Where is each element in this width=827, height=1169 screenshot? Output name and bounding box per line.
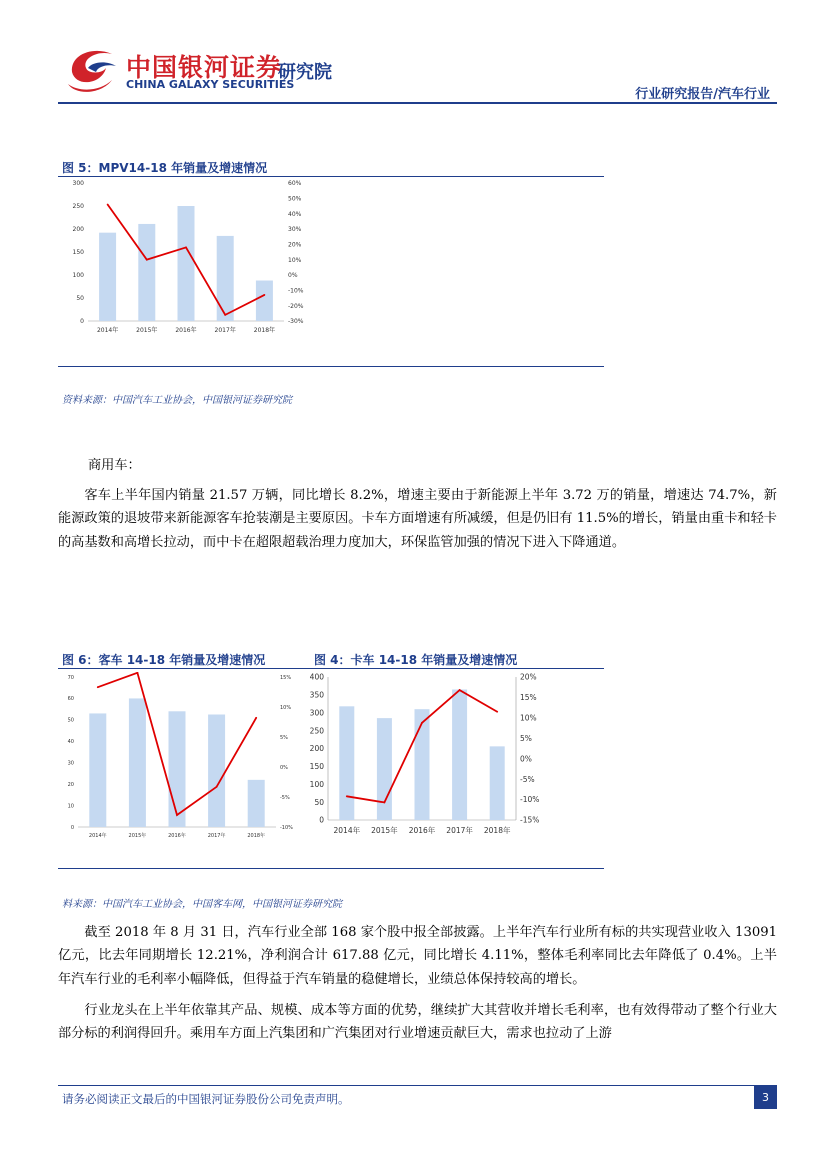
figure5-source: 资料来源：中国汽车工业协会，中国银河证券研究院 (62, 395, 292, 406)
y2-tick-label: 10% (520, 713, 537, 723)
y2-tick-label: -10% (288, 287, 304, 295)
y2-tick-label: 5% (280, 734, 288, 741)
y2-tick-label: 0% (288, 272, 298, 280)
y2-tick-label: -10% (520, 795, 540, 805)
x-tick-label: 2014年 (96, 327, 119, 334)
footer-disclaimer: 请务必阅读正文最后的中国银河证券股份公司免责声明。 (62, 1092, 350, 1106)
y-tick-label: 20 (67, 781, 74, 788)
y2-tick-label: 15% (280, 674, 292, 681)
figures-source: 料来源：中国汽车工业协会，中国客车网，中国银河证券研究院 (62, 899, 342, 910)
logo-text-cn: 中国银河证券 (126, 53, 283, 82)
y-tick-label: 60 (67, 696, 74, 703)
y2-tick-label: 10% (280, 704, 292, 711)
bar (208, 715, 225, 828)
y-tick-label: 70 (67, 674, 74, 681)
figures-top-rule (58, 668, 604, 669)
y-tick-label: 40 (67, 739, 74, 746)
y2-tick-label: 30% (288, 226, 302, 234)
y2-tick-label: -20% (288, 302, 304, 310)
y2-tick-label: -10% (280, 824, 293, 831)
paragraph-leaders: 行业龙头在上半年依靠其产品、规模、成本等方面的优势，继续扩大其营收并增长毛利率，也有效得带动了整个行业大部分标的利润得回升。乘用车方面上汽集团和广汽集团对行业增速贡献巨大，需求也拉动了上游 (58, 1003, 777, 1042)
galaxy-logo-icon (62, 44, 120, 94)
y-tick-label: 400 (309, 672, 324, 682)
y2-tick-label: 0% (520, 754, 532, 764)
y-tick-label: 250 (72, 203, 84, 211)
x-tick-label: 2018年 (247, 833, 266, 839)
figure6-title: 图 6：客车 14-18 年销量及增速情况 (62, 653, 266, 667)
line-point (384, 802, 386, 804)
line-point (176, 814, 178, 816)
report-type: 行业研究报告/汽车行业 (635, 87, 770, 102)
bar (339, 706, 354, 820)
bar (248, 780, 265, 827)
chart-truck (308, 672, 548, 842)
bar (169, 711, 186, 827)
bar (129, 698, 146, 827)
line-point (421, 722, 423, 724)
y-tick-label: 300 (72, 180, 84, 188)
bar (377, 718, 392, 820)
y2-tick-label: -5% (520, 774, 535, 784)
bar (452, 690, 467, 820)
x-tick-label: 2016年 (408, 826, 436, 835)
x-tick-label: 2015年 (136, 327, 158, 334)
y2-tick-label: 60% (288, 180, 302, 188)
y-tick-label: 350 (309, 690, 324, 700)
y-tick-label: 300 (309, 708, 324, 718)
line-point (459, 689, 461, 691)
line-point (255, 717, 257, 719)
bar (138, 224, 155, 321)
y-tick-label: 50 (314, 797, 324, 807)
line-point (264, 294, 266, 296)
logo-institute: 研究院 (278, 62, 332, 83)
bar (217, 236, 234, 321)
bar (89, 713, 106, 827)
line-point (224, 314, 226, 316)
x-tick-label: 2014年 (88, 833, 107, 839)
figure5-top-rule (58, 176, 604, 177)
y2-tick-label: 20% (288, 241, 302, 249)
bar (256, 281, 273, 321)
line-point (185, 247, 187, 249)
x-tick-label: 2015年 (128, 833, 147, 839)
y2-tick-label: 50% (288, 195, 302, 203)
y2-tick-label: -15% (520, 815, 540, 825)
line-point (346, 795, 348, 797)
figures-bottom-rule (58, 868, 604, 869)
footer-divider (58, 1085, 777, 1086)
x-tick-label: 2015年 (371, 826, 398, 835)
paragraph-commercial: 客车上半年国内销量 21.57 万辆，同比增长 8.2%，增速主要由于新能源上半年 3.72 万的销量，增速达 74.7%，新能源政策的退坡带来新能源客车抢装潮是主要原因。卡车方面增速有所减缓，但是仍旧有 11.5%的增长，销量由重卡和轻卡的高基数和高增长拉动，而中卡在超限超载治理力度加大，环保监管加强的情况下进入下降通道。 (58, 488, 777, 550)
x-tick-label: 2017年 (214, 327, 236, 334)
y2-tick-label: -30% (288, 318, 304, 326)
y2-tick-label: 40% (288, 210, 302, 218)
x-tick-label: 2017年 (207, 833, 226, 839)
y-tick-label: 50 (67, 717, 74, 724)
y-tick-label: 100 (72, 272, 84, 280)
y-tick-label: 250 (309, 726, 324, 736)
line-point (496, 711, 498, 713)
logo-text-en: CHINA GALAXY SECURITIES (126, 78, 295, 91)
y2-tick-label: 5% (520, 733, 532, 743)
bar (178, 206, 195, 321)
y-tick-label: 100 (309, 779, 324, 789)
y-tick-label: 200 (309, 744, 324, 754)
y2-tick-label: 10% (288, 256, 302, 264)
figure5-bottom-rule (58, 366, 604, 367)
y-tick-label: 10 (67, 803, 74, 810)
x-tick-label: 2016年 (175, 327, 197, 334)
y-tick-label: 0 (80, 318, 84, 326)
y-tick-label: 0 (319, 815, 324, 825)
chart-bus (58, 672, 302, 842)
y-tick-label: 0 (70, 824, 74, 831)
y-tick-label: 150 (309, 762, 324, 771)
bar (415, 709, 430, 820)
y-tick-label: 30 (67, 760, 74, 767)
x-tick-label: 2014年 (333, 826, 361, 835)
header-divider (58, 102, 777, 104)
x-tick-label: 2017年 (446, 826, 473, 835)
y2-tick-label: 20% (520, 672, 537, 682)
y2-tick-label: 0% (280, 764, 288, 771)
x-tick-label: 2016年 (168, 833, 186, 839)
line-point (146, 259, 148, 261)
x-tick-label: 2018年 (483, 826, 511, 835)
y2-tick-label: -5% (280, 794, 290, 801)
chart-mpv (58, 178, 318, 338)
y-tick-label: 150 (72, 249, 84, 257)
bar (99, 233, 116, 321)
y-tick-label: 200 (72, 226, 84, 234)
bar (490, 746, 505, 820)
figure4-title: 图 4：卡车 14-18 年销量及增速情况 (314, 653, 518, 667)
paragraph-earnings: 截至 2018 年 8 月 31 日，汽车行业全部 168 家个股中报全部披露。上半年汽车行业所有标的共实现营业收入 13091 亿元，比去年同期增长 12.21%，净利润合计 617.88 亿元，同比增长 4.11%，整体毛利率同比去年降低了 0.4%。上半年汽车行业的毛利率小幅降低，但得益于汽车销量的稳健增长，业绩总体保持较高的增长。 (58, 925, 777, 987)
line-point (97, 686, 99, 688)
y-tick-label: 50 (76, 295, 84, 303)
x-tick-label: 2018年 (253, 327, 276, 334)
line-point (216, 786, 218, 788)
line-point (107, 204, 109, 206)
page-number: 3 (754, 1086, 777, 1109)
figure5-title: 图 5：MPV14-18 年销量及增速情况 (62, 161, 268, 175)
section-heading: 商用车： (88, 458, 141, 473)
y2-tick-label: 15% (520, 693, 537, 703)
